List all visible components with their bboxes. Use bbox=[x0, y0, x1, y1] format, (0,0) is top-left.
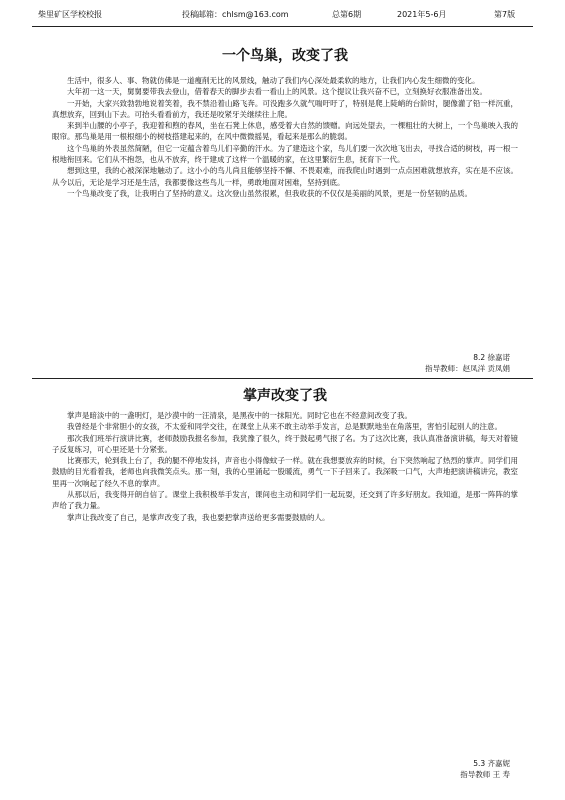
article2-author: 5.3 齐嘉妮 bbox=[473, 759, 510, 768]
submission-email: 投稿邮箱：chlsm@163.com bbox=[182, 10, 289, 19]
article1-paragraph: 来到半山腰的小亭子，我迎着和煦的春风，坐在石凳上休息，感受着大自然的馈赠。向远处望去，一棵粗壮的大树上，一个鸟巢映入我的眼帘。那鸟巢是用一根根细小的树枝搭建起来的，在风中微微摇晃，看起来是那么的脆弱。 bbox=[52, 121, 518, 142]
article2-paragraph: 从那以后，我变得开朗自信了。课堂上我积极举手发言，课间也主动和同学们一起玩耍，还交到了许多好朋友。我知道，是那一阵阵的掌声给了我力量。 bbox=[52, 490, 518, 511]
article2-teacher: 指导教师 王 寿 bbox=[460, 770, 510, 779]
article1-author: 8.2 徐嘉诺 bbox=[473, 353, 510, 362]
newspaper-header bbox=[32, 4, 533, 27]
article1-signature bbox=[425, 352, 510, 374]
article2-paragraph: 掌声让我改变了自己，是掌声改变了我，我也要把掌声送给更多需要鼓励的人。 bbox=[67, 512, 330, 522]
article2-paragraph: 我曾经是个非常胆小的女孩，不太爱和同学交往，在课堂上从来不敢主动举手发言，总是默默地坐在角落里，害怕引起别人的注意。 bbox=[67, 422, 502, 432]
article1-paragraph: 一个鸟巢改变了我，让我明白了坚持的意义。这次登山虽然很累，但我收获的不仅仅是美丽的风景，更是一份坚韧的品质。 bbox=[67, 188, 472, 198]
article1-teacher: 指导教师：赵凤洋 贡凤娟 bbox=[425, 364, 510, 373]
issue-date: 2021年5-6月 bbox=[397, 10, 447, 19]
article1-paragraph: 这个鸟巢的外表虽然简陋，但它一定蕴含着鸟儿们辛勤的汗水。为了建造这个家，鸟儿们要一次次地飞出去，寻找合适的树枝，再一根一根地衔回来。它们从不抱怨，也从不放弃，终于建成了这样一个温暖的家，在这里繁衍生息，抚育下一代。 bbox=[52, 143, 518, 165]
article2-body bbox=[52, 410, 518, 750]
school-name: 柴里矿区学校校报 bbox=[38, 10, 102, 19]
article1-paragraph: 生活中，很多人、事、物就仿佛是一道瘦削无比的风景线，触动了我们内心深处最柔软的地方，让我们内心发生细微的变化。 bbox=[67, 76, 480, 85]
article2-title: 掌声改变了我 bbox=[243, 388, 327, 404]
article1-body bbox=[52, 75, 518, 371]
page-number: 第7版 bbox=[494, 10, 516, 19]
article1-paragraph: 一开始，大家兴致勃勃地说着笑着，我不禁沿着山路飞奔。可没跑多久就气喘吁吁了，特别是爬上陡峭的台阶时，腿像灌了铅一样沉重，真想放弃，回到山下去。可抬头看看前方，我还是咬紧牙关继续往上爬。 bbox=[52, 98, 518, 119]
article2-paragraph: 掌声是暗淡中的一盏明灯，是沙漠中的一汪清泉，是黑夜中的一抹阳光。同时它也在不经意间改变了我。 bbox=[67, 411, 412, 420]
article1-paragraph: 想到这里，我的心被深深地触动了。这小小的鸟儿尚且能够坚持不懈、不畏艰难，而我爬山时遇到一点点困难就想放弃，实在是不应该。从今以后，无论是学习还是生活，我都要像这些鸟儿一样，勇敢地面对困难，坚持到底。 bbox=[52, 166, 518, 187]
article2-paragraph: 那次我们班举行演讲比赛，老师鼓励我报名参加，我犹豫了很久，终于鼓起勇气报了名。为了这次比赛，我认真准备演讲稿，每天对着镜子反复练习，可心里还是十分紧张。 bbox=[52, 433, 518, 454]
article2-paragraph: 比赛那天，轮到我上台了，我的腿不停地发抖，声音也小得像蚊子一样。就在我想要放弃的时候，台下突然响起了热烈的掌声。同学们用鼓励的目光看着我，老师也向我微笑点头。那一刻，我的心里涌起一股暖流，勇气一下子回来了。我深吸一口气，大声地把演讲稿讲完，教室里再一次响起了经久不息的掌声。 bbox=[52, 456, 518, 488]
article1-title: 一个鸟巢，改变了我 bbox=[222, 48, 348, 64]
section-divider bbox=[32, 378, 533, 379]
article2-signature bbox=[460, 758, 510, 780]
article1-paragraph: 大年初一这一天，舅舅要带我去登山，借着春天的脚步去看一看山上的风景。这个提议让我兴奋不已，立刻换好衣服准备出发。 bbox=[67, 87, 487, 97]
issue-number: 总第6期 bbox=[332, 10, 362, 19]
